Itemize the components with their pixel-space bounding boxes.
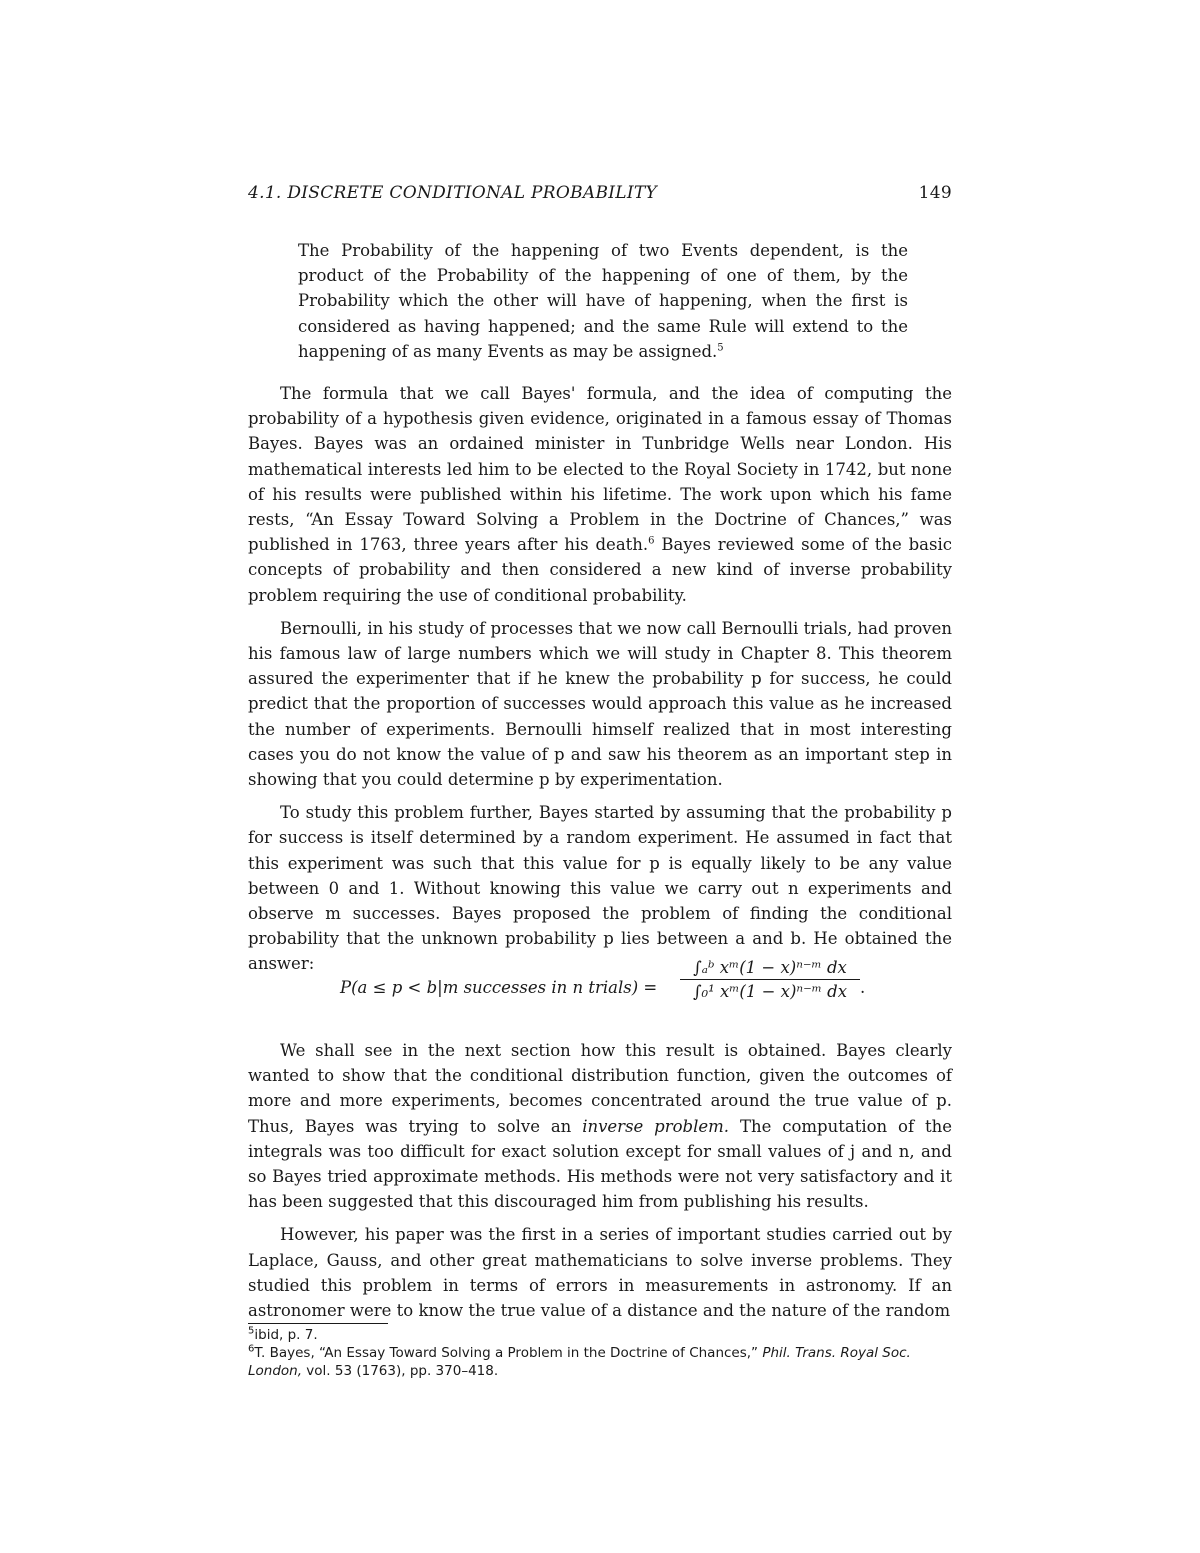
paragraph-text: Bayes reviewed some of the basic concepts of probability and then considered a new kind of inverse probability problem requiring the use of conditional probability. — [248, 535, 952, 605]
paragraph-bayes-essay — [248, 381, 952, 608]
equation-lhs: P(a ≤ p < b|m successes in n trials) = — [340, 978, 658, 997]
footnote-mark: 6 — [248, 1343, 255, 1355]
footnote-6 — [248, 1344, 952, 1380]
paragraph-laplace-gauss: However, his paper was the first in a series of important studies carried out by Laplace, Gauss, and other great mathematicians to solve inverse problems. They studied this problem in terms of errors in measurements in astronomy. If an astronomer were to know the true value of a distance and the nature of the random — [248, 1225, 952, 1321]
equation-denominator: ∫₀¹ xᵐ(1 − x)ⁿ⁻ᵐ dx — [692, 982, 848, 1001]
footnote-ref-6: 6 — [648, 535, 655, 547]
paragraph-inverse-problem — [248, 1038, 952, 1214]
emphasis-inverse-problem: inverse problem. — [582, 1116, 730, 1136]
bayes-equation — [340, 958, 900, 1020]
paragraph-text: We shall see in the next section how this result is obtained. Bayes clearly wanted to show that the conditional distribution function, given the outcomes of more and more experiments, becomes concentrated around the true value of p. Thus, Bayes was trying to solve an — [248, 1041, 952, 1136]
paragraph-bayes-problem: To study this problem further, Bayes started by assuming that the probability p for success is itself determined by a random experiment. He assumed in fact that this experiment was such that this value for p is equally likely to be any value between 0 and 1. Without knowing this value we carry out n experiments and observe m successes. Bayes proposed the problem of finding the conditional probability that the unknown probability p lies between a and b. He obtained the answer: — [248, 803, 952, 974]
footnote-journal: Phil. Trans. Royal Soc. London, — [248, 1345, 911, 1379]
footnote-rule — [248, 1323, 388, 1324]
footnote-5 — [248, 1326, 952, 1344]
paragraph-text: The computation of the integrals was too difficult for exact solution except for small values of j and n, and so Bayes tried approximate methods. His methods were not very satisfactory and it has been suggested that this discouraged him from publishing his results. — [248, 1116, 952, 1212]
paragraph-text: The formula that we call Bayes' formula, and the idea of computing the probability of a hypothesis given evidence, originated in a famous essay of Thomas Bayes. Bayes was an ordained minister in Tunbridge Wells near London. His mathematical interests led him to be elected to the Royal Society in 1742, but none of his results were published within his lifetime. The work upon which his fame rests, “An Essay Toward Solving a Problem in the Doctrine of Chances,” was published in 1763, three years after his death. — [248, 384, 952, 555]
footnote-text: T. Bayes, “An Essay Toward Solving a Problem in the Doctrine of Chances,” — [254, 1345, 763, 1361]
footnote-mark: 5 — [248, 1325, 255, 1337]
section-title: 4.1. DISCRETE CONDITIONAL PROBABILITY — [248, 183, 658, 203]
footnote-ref-5: 5 — [717, 342, 724, 354]
footnote-text: vol. 53 (1763), pp. 370–418. — [302, 1363, 499, 1379]
body-text-upper — [248, 381, 952, 985]
body-text-lower — [248, 1038, 952, 1331]
block-quote — [298, 238, 908, 364]
equation-period: . — [860, 978, 866, 997]
footnotes — [248, 1326, 952, 1380]
running-header — [248, 183, 952, 203]
paragraph-bernoulli: Bernoulli, in his study of processes that we now call Bernoulli trials, had proven his famous law of large numbers which we will study in Chapter 8. This theorem assured the experimenter that if he knew the probability p for success, he could predict that the proportion of successes would approach this value as he increased the number of experiments. Bernoulli himself realized that in most interesting cases you do not know the value of p and saw his theorem as an important step in showing that you could determine p by experimentation. — [248, 618, 952, 790]
equation-numerator: ∫ₐᵇ xᵐ(1 − x)ⁿ⁻ᵐ dx — [680, 958, 860, 980]
equation-fraction — [680, 958, 860, 1001]
footnote-text: ibid, p. 7. — [254, 1327, 318, 1343]
page-number: 149 — [918, 183, 952, 203]
quote-text: The Probability of the happening of two Events dependent, is the product of the Probability of the happening of one of them, by the Probability which the other will have of happening, when the first is considered as having happened; and the same Rule will extend to the happening of as many Events as may be assigned. — [298, 241, 908, 361]
